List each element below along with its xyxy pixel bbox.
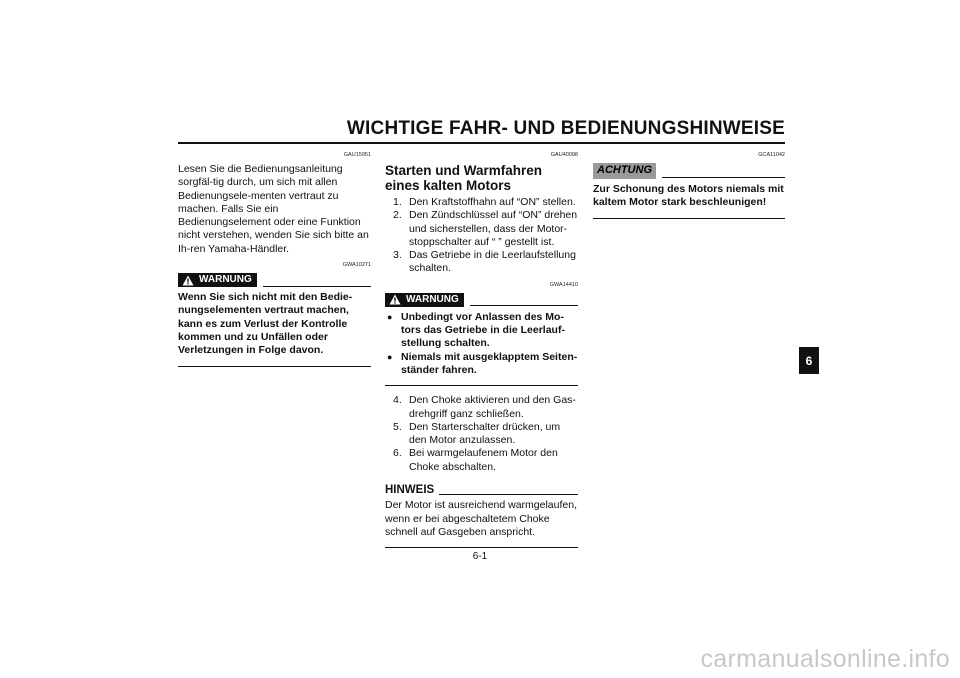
step-number: 6. <box>393 447 402 460</box>
section-end-rule <box>593 218 785 219</box>
warning-text: Wenn Sie sich nicht mit den Bedie-nungselementen vertraut machen, kann es zum Verlust der Kontrolle kommen und zu Unfällen oder Verletzungen in Folge davon. <box>178 291 353 357</box>
list-item <box>385 249 578 276</box>
step-number: 1. <box>393 196 402 208</box>
note-label-row <box>385 484 578 497</box>
reference-code: GAU40098 <box>550 152 578 158</box>
column-2 <box>385 152 578 556</box>
bullet-icon: ● <box>387 351 393 362</box>
section-end-rule <box>385 385 578 386</box>
label-rule <box>470 305 578 306</box>
section-heading: Starten und Warmfahren eines kalten Motors <box>385 163 543 193</box>
step-text: Den Starterschalter drücken, um den Motor anzulassen. <box>409 420 561 447</box>
page-number: 6-1 <box>472 551 488 562</box>
intro-paragraph: Lesen Sie die Bedienungsanleitung sorgfäl-tig durch, um sich mit allen Bedienungsele-menten vertraut zu machen. Falls Sie ein Bedienungselement oder eine Funktion nicht verstehen, wenden Sie sich bitte an Ih-ren Yamaha-Händler. <box>178 163 369 255</box>
bullet-icon: ● <box>387 311 393 322</box>
warning-triangle-icon <box>389 294 401 305</box>
label-rule <box>662 177 785 178</box>
list-item <box>385 394 578 421</box>
section-end-rule <box>178 366 371 367</box>
list-item <box>385 209 578 249</box>
chapter-tab: 6 <box>799 347 819 374</box>
warning-label-text: WARNUNG <box>406 294 459 306</box>
caution-label-row <box>593 163 785 179</box>
label-rule <box>263 286 371 287</box>
note-label: HINWEIS <box>385 484 435 497</box>
step-text: Den Choke aktivieren und den Gas-drehgriff ganz schließen. <box>409 394 576 420</box>
section-end-rule <box>385 547 578 548</box>
step-text: Das Getriebe in die Leerlaufstellung schalten. <box>409 249 576 275</box>
step-text: Den Kraftstoffhahn auf “ON” stellen. <box>409 196 576 208</box>
steps-list-a <box>385 196 578 276</box>
page-header-title: WICHTIGE FAHR- UND BEDIENUNGSHINWEISE <box>346 118 785 139</box>
step-number: 5. <box>393 420 402 433</box>
list-item <box>385 421 578 448</box>
warning-label-row <box>178 273 371 287</box>
list-item <box>385 351 578 378</box>
watermark: carmanualsonline.info <box>700 645 950 673</box>
reference-code: GWA14410 <box>549 281 578 288</box>
bullet-text: Niemals mit ausgeklapptem Seiten-ständer fahren. <box>401 350 578 376</box>
reference-code: GCA11042 <box>758 152 785 158</box>
column-3 <box>593 152 785 227</box>
reference-code: GAU15951 <box>343 152 371 158</box>
bullet-text: Unbedingt vor Anlassen des Mo-tors das Getriebe in die Leerlauf-stellung schalten. <box>401 310 565 350</box>
step-text: Bei warmgelaufenem Motor den Choke abschalten. <box>409 447 558 473</box>
step-number: 4. <box>393 394 402 407</box>
list-item <box>385 311 578 351</box>
caution-text: Zur Schonung des Motors niemals mit kaltem Motor stark beschleunigen! <box>593 183 784 209</box>
column-1 <box>178 152 371 375</box>
warning-triangle-icon <box>182 275 194 286</box>
steps-list-b <box>385 394 578 474</box>
warning-label <box>385 293 464 307</box>
warning-label <box>178 273 257 287</box>
list-item <box>385 196 578 209</box>
warning-label-row <box>385 293 578 307</box>
step-number: 2. <box>393 209 402 222</box>
warning-label-text: WARNUNG <box>199 274 252 286</box>
step-number: 3. <box>393 249 402 262</box>
reference-code: GWA10271 <box>342 262 371 269</box>
step-text: Den Zündschlüssel auf “ON” drehen und sicherstellen, dass der Motor-stoppschalter auf “ ” gestellt ist. <box>409 209 578 248</box>
note-text: Der Motor ist ausreichend warmgelaufen, wenn er bei abgeschaltetem Choke schnell auf Gasgeben anspricht. <box>385 499 578 538</box>
list-item <box>385 447 578 474</box>
header-rule <box>178 142 785 144</box>
caution-label: ACHTUNG <box>593 163 656 179</box>
label-rule <box>439 494 578 495</box>
warning-bullets <box>385 311 578 377</box>
